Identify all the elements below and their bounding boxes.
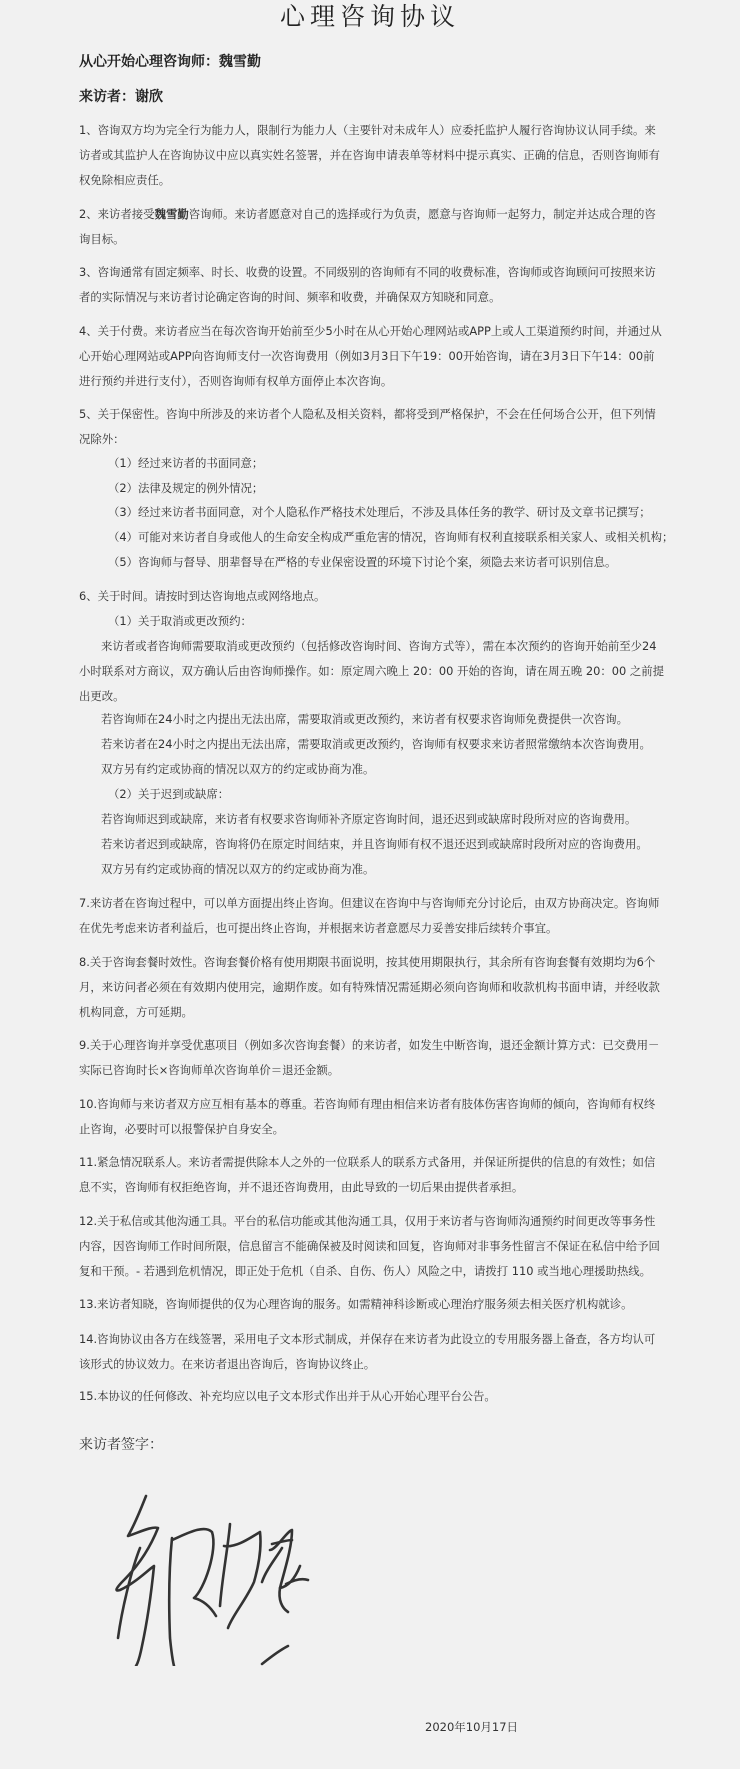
clause-6-sub2-line: 若来访者迟到或缺席，咨询将仍在原定时间结束，并且咨询师有权不退还迟到或缺席时段所对应的咨询费用。: [101, 837, 648, 851]
clause-2-counselor-name: 魏雪勤: [154, 207, 189, 221]
clause-7: 7.来访者在咨询过程中，可以单方面提出终止咨询。但建议在咨询中与咨询师充分讨论后，由双方协商决定。咨询师在优先考虑来访者利益后，也可提出终止咨询，并根据来访者意愿尽力妥善安排后续转介事宜。: [79, 896, 660, 935]
clause-5-item: （4）可能对来访者自身或他人的生命安全构成严重危害的情况，咨询师有权利直接联系相关家人、或相关机构；: [108, 530, 674, 544]
clause-8: 8.关于咨询套餐时效性。咨询套餐价格有使用期限书面说明，按其使用期限执行，其余所有咨询套餐有效期均为6个月，来访问者必须在有效期内使用完，逾期作废。如有特殊情况需延期必须向咨询师和收款机构书面申请，并经收款机构同意，方可延期。: [79, 955, 660, 1019]
clause-2: [79, 202, 665, 252]
document-title: 心理咨询协议: [279, 2, 460, 31]
clause-6-sub1-heading: （1）关于取消或更改预约：: [108, 614, 252, 628]
clause-11: 11.紧急情况联系人。来访者需提供除本人之外的一位联系人的联系方式备用，并保证所提供的信息的有效性；如信息不实，咨询师有权拒绝咨询，并不退还咨询费用，由此导致的一切后果由提供者承担。: [79, 1155, 656, 1194]
signature-stroke: [262, 1646, 288, 1664]
clause-2-post: 咨询师。来访者愿意对自己的选择或行为负责，愿意与咨询师一起努力，制定并达成合理的咨询目标。: [79, 207, 656, 246]
clause-6-sub1-line: 双方另有约定或协商的情况以双方的约定或协商为准。: [101, 762, 375, 776]
clause-3: 3、咨询通常有固定频率、时长、收费的设置。不同级别的咨询师有不同的收费标准，咨询师或咨询顾问可按照来访者的实际情况与来访者讨论确定咨询的时间、频率和收费，并确保双方知晓和同意。: [79, 265, 656, 304]
signature-stroke: [169, 1538, 174, 1666]
clause-15: 15.本协议的任何修改、补充均应以电子文本形式作出并于从心开始心理平台公告。: [79, 1389, 496, 1403]
clause-5: 5、关于保密性。咨询中所涉及的来访者个人隐私及相关资料，都将受到严格保护，不会在任何场合公开，但下列情况除外：: [79, 407, 656, 446]
signature-stroke: [117, 1496, 158, 1666]
handwritten-signature: [112, 1488, 327, 1666]
clause-6-sub2-line: 双方另有约定或协商的情况以双方的约定或协商为准。: [101, 862, 375, 876]
clause-6-sub1-line: 若来访者在24小时之内提出无法出席，需要取消或更改预约，咨询师有权要求来访者照常缴纳本次咨询费用。: [101, 737, 651, 751]
clause-6-sub1-line: 若咨询师在24小时之内提出无法出席，需要取消或更改预约，来访者有权要求咨询师免费提供一次咨询。: [101, 712, 629, 726]
clause-9: 9.关于心理咨询并享受优惠项目（例如多次咨询套餐）的来访者，如发生中断咨询，退还金额计算方式：已交费用－实际已咨询时长×咨询师单次咨询单价＝退还金额。: [79, 1038, 660, 1077]
signature-label: 来访者签字：: [79, 1437, 163, 1453]
clause-5-item: （2）法律及规定的例外情况；: [108, 481, 264, 495]
clause-10: 10.咨询师与来访者双方应互相有基本的尊重。若咨询师有理由相信来访者有肢体伤害咨询师的倾向，咨询师有权终止咨询，必要时可以报警保护自身安全。: [79, 1097, 656, 1136]
clause-13: 13.来访者知晓，咨询师提供的仅为心理咨询的服务。如需精神科诊断或心理治疗服务须去相关医疗机构就诊。: [79, 1297, 633, 1311]
counselor-line: 从心开始心理咨询师：魏雪勤: [79, 54, 261, 70]
client-line: 来访者：谢欣: [79, 89, 163, 105]
signature-stroke: [279, 1588, 288, 1612]
signature-stroke: [220, 1524, 230, 1606]
clause-6-sub1-text: 来访者或者咨询师需要取消或更改预约（包括修改咨询时间、咨询方式等），需在本次预约的咨询开始前至少24小时联系对方商议，双方确认后由咨询师操作。如：原定周六晚上 20：00 开始的咨询，请在周五晚 20：00 之前提出更改。: [79, 639, 665, 703]
signature-stroke: [224, 1532, 261, 1628]
clause-6-sub2-line: 若咨询师迟到或缺席，来访者有权要求咨询师补齐原定咨询时间，退还迟到或缺席时段所对应的咨询费用。: [101, 812, 637, 826]
clause-2-pre: 2、来访者接受: [79, 207, 155, 221]
signature-stroke: [172, 1529, 216, 1616]
signature-stroke: [262, 1548, 282, 1582]
clause-4: 4、关于付费。来访者应当在每次咨询开始前至少5小时在从心开始心理网站或APP上或人工渠道预约时间，并通过从心开始心理网站或APP向咨询师支付一次咨询费用（例如3月3日下午19：00开始咨询，请在3月3日下午14：00前进行预约并进行支付），否则咨询师有权单方面停止本次咨询。: [79, 324, 662, 388]
clause-5-item: （5）咨询师与督导、朋辈督导在严格的专业保密设置的环境下讨论个案，须隐去来访者可识别信息。: [108, 555, 617, 569]
signing-date: 2020年10月17日: [425, 1720, 519, 1734]
clause-6-sub2-heading: （2）关于迟到或缺席：: [108, 787, 230, 801]
clause-14: 14.咨询协议由各方在线签署，采用电子文本形式制成，并保存在来访者为此设立的专用服务器上备查，各方均认可该形式的协议效力。在来访者退出咨询后，咨询协议终止。: [79, 1332, 656, 1371]
clause-1: 1、咨询双方均为完全行为能力人，限制行为能力人（主要针对未成年人）应委托监护人履行咨询协议认同手续。来访者或其监护人在咨询协议中应以真实姓名签署，并在咨询申请表单等材料中提示真实、正确的信息，否则咨询师有权免除相应责任。: [79, 123, 660, 187]
signature-stroke: [272, 1540, 292, 1544]
signature-stroke: [118, 1548, 140, 1638]
signature-stroke: [286, 1579, 308, 1584]
clause-5-item: （1）经过来访者的书面同意；: [108, 456, 264, 470]
clause-12: 12.关于私信或其他沟通工具。平台的私信功能或其他沟通工具，仅用于来访者与咨询师沟通预约时间更改等事务性内容，因咨询师工作时间所限，信息留言不能确保被及时阅读和回复，咨询师对非事务性留言不保证在私信中给予回复和干预。- 若遇到危机情况，即正处于危机（自杀、自伤、伤人）风险之中，请拨打 110 或当地心理援助热线。: [79, 1214, 660, 1278]
clause-5-item: （3）经过来访者书面同意，对个人隐私作严格技术处理后，不涉及具体任务的教学、研讨及文章书记撰写；: [108, 505, 651, 519]
clause-6: 6、关于时间。请按时到达咨询地点或网络地点。: [79, 589, 326, 603]
